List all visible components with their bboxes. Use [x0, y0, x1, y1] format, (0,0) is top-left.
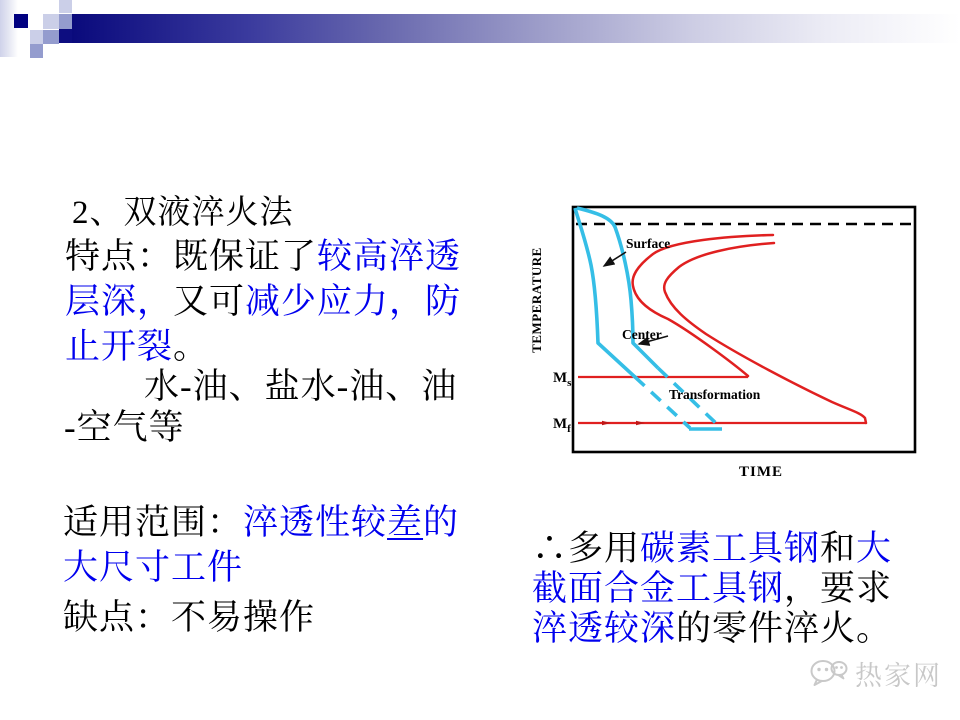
watermark-text: 热家网	[855, 661, 942, 691]
decor-square	[30, 30, 43, 44]
surface-cooling-curve-dashed	[635, 377, 690, 428]
center-label: Center	[622, 327, 662, 342]
text-blue: 的	[423, 503, 460, 542]
center-cooling-curve	[577, 208, 658, 368]
transformation-label: Transformation	[669, 387, 761, 402]
ms-label	[553, 370, 572, 389]
decor-title-bar	[72, 14, 960, 43]
paragraph-drawback: 缺点：不易操作	[63, 598, 316, 637]
decor-square	[59, 0, 72, 13]
mf-label	[553, 416, 571, 435]
text-blue: 大	[856, 529, 893, 568]
mf-label-main: M	[553, 416, 568, 432]
mf-line-arrow	[602, 421, 611, 426]
watermark	[810, 654, 942, 693]
text-blue-underlined: 差	[387, 503, 424, 542]
y-axis-label: TEMPERATURE	[529, 247, 544, 353]
paragraph-media	[64, 366, 457, 448]
text-black: 特点：既保证了	[65, 237, 318, 276]
text-black: 。	[173, 327, 210, 366]
text-line	[65, 234, 461, 279]
mf-label-sub: f	[567, 423, 571, 435]
text-black: 和	[820, 529, 857, 568]
text-line: 水-油、盐水-油、油	[144, 367, 458, 406]
text-black: 适用范围：	[63, 503, 244, 542]
paragraph-conclusion	[532, 529, 892, 649]
surface-cooling-curve	[575, 208, 635, 377]
text-blue: 止开裂	[65, 327, 174, 366]
text-black: 的零件淬火。	[676, 609, 893, 648]
decor-square	[30, 44, 43, 58]
x-axis-label: TIME	[738, 464, 784, 480]
decor-left-strip	[0, 0, 18, 57]
paragraph-features	[65, 234, 461, 369]
text-line	[532, 609, 892, 649]
text-blue: 较高淬透	[317, 237, 462, 276]
ttt-diagram	[510, 185, 930, 485]
decor-square	[43, 30, 59, 44]
text-blue: 层深，	[65, 282, 174, 321]
ms-label-main: M	[553, 370, 568, 386]
text-line: -空气等	[64, 408, 185, 447]
text-blue: 淬透较深	[532, 609, 677, 648]
text-black: ∴多用	[532, 529, 641, 568]
ms-label-sub: s	[567, 377, 572, 389]
text-black: ，要求	[784, 569, 893, 608]
text-blue: 截面合金工具钢	[532, 569, 785, 608]
text-blue: 减少应力，防	[245, 282, 462, 321]
text-blue: 碳素工具钢	[640, 529, 821, 568]
text-line	[63, 545, 459, 590]
decor-square	[59, 14, 72, 29]
text-line	[532, 529, 892, 569]
surface-label: Surface	[626, 236, 671, 251]
mf-line-arrow	[636, 421, 645, 426]
text-blue: 淬透性较	[243, 503, 388, 542]
text-blue: 大尺寸工件	[63, 548, 244, 587]
text-black: 又可	[173, 282, 246, 321]
decor-square	[14, 14, 28, 28]
text-line	[63, 500, 459, 545]
text-line	[65, 324, 461, 369]
decor-square	[59, 29, 72, 43]
decor-square	[43, 14, 59, 29]
chat-bubbles-icon	[810, 658, 848, 690]
text-line	[532, 569, 892, 609]
text-line	[65, 279, 461, 324]
page-title: 2、双液淬火法	[72, 195, 294, 231]
paragraph-range	[63, 500, 459, 590]
